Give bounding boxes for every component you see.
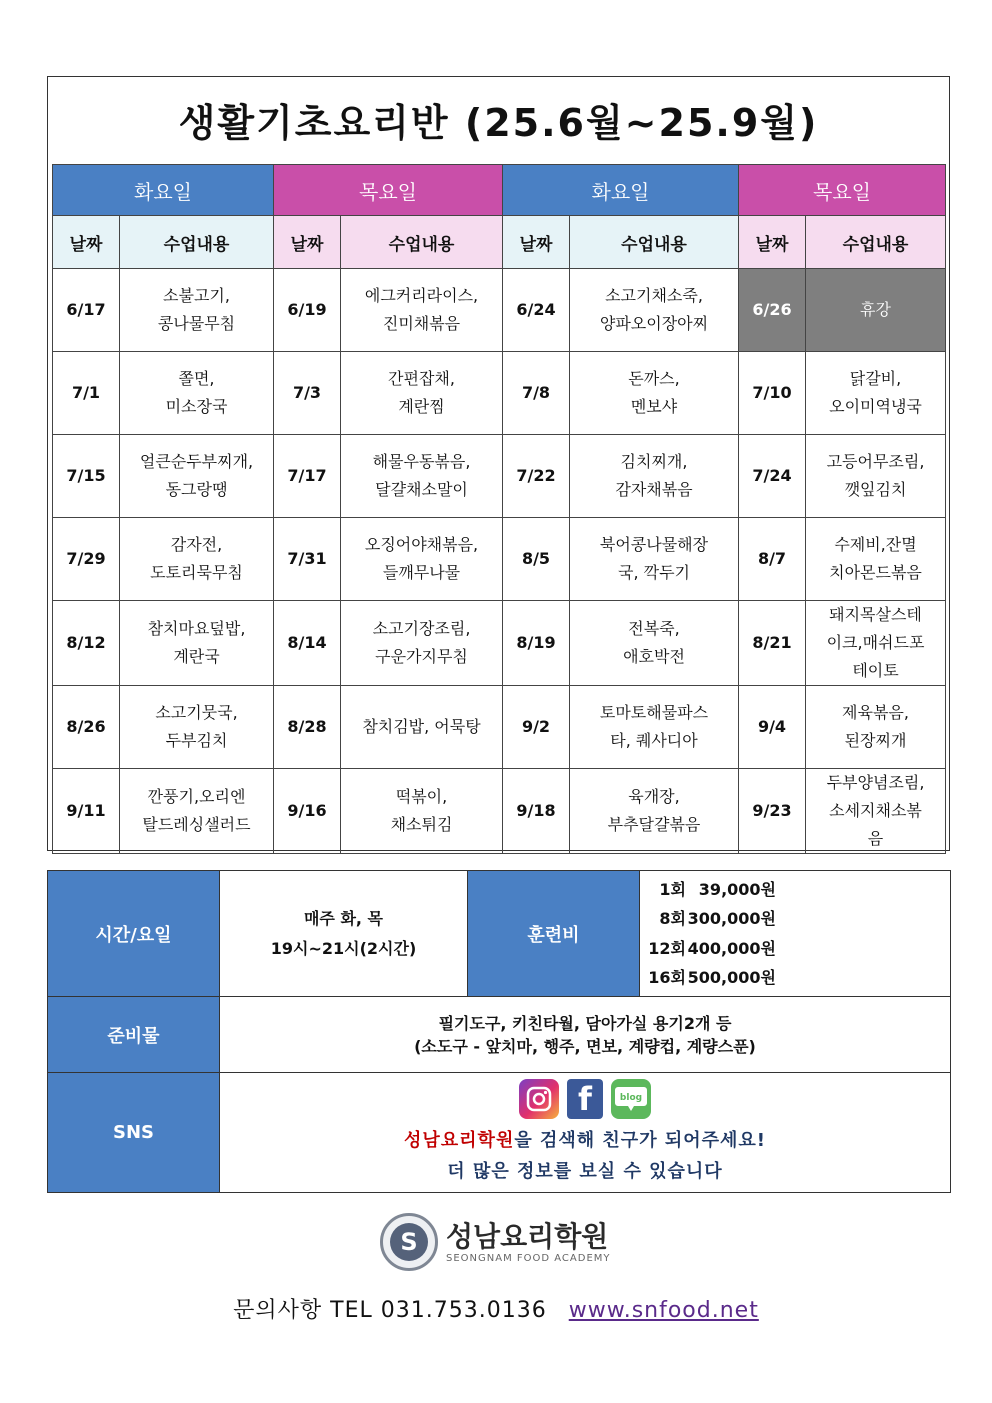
class-menu: 소고기채소죽, 양파오이장아찌: [570, 269, 739, 352]
logo-subtitle: SEONGNAM FOOD ACADEMY: [446, 1252, 611, 1264]
class-date: 6/24: [503, 269, 570, 352]
schedule-row: [53, 601, 946, 686]
tuesday-header: 화요일: [503, 165, 739, 216]
class-date: 7/3: [274, 352, 341, 435]
sns-content: [220, 1073, 951, 1193]
class-menu: 깐풍기,오리엔 탈드레싱샐러드: [120, 769, 274, 854]
class-date: 6/19: [274, 269, 341, 352]
svg-text:blog: blog: [619, 1092, 643, 1103]
fee-list: [640, 871, 951, 997]
time-value: [220, 871, 468, 997]
schedule-table: [52, 164, 946, 854]
column-header-row: [53, 216, 946, 269]
class-menu: 두부양념조림, 소세지채소볶 음: [806, 769, 946, 854]
class-date: 7/31: [274, 518, 341, 601]
class-menu: 소고기뭇국, 두부김치: [120, 686, 274, 769]
date-column-header: 날짜: [739, 216, 806, 269]
class-date: 9/18: [503, 769, 570, 854]
time-fee-row: [48, 871, 951, 997]
class-menu: 감자전, 도토리묵무침: [120, 518, 274, 601]
academy-name-highlight: 성남요리학원: [404, 1129, 515, 1151]
class-menu: 고등어무조림, 깻잎김치: [806, 435, 946, 518]
class-date: 9/23: [739, 769, 806, 854]
date-column-header: 날짜: [53, 216, 120, 269]
class-date: 7/15: [53, 435, 120, 518]
class-date: 8/14: [274, 601, 341, 686]
facebook-icon[interactable]: f: [567, 1079, 603, 1119]
class-menu: 쫄면, 미소장국: [120, 352, 274, 435]
class-menu: 북어콩나물해장 국, 깍두기: [570, 518, 739, 601]
date-column-header: 날짜: [274, 216, 341, 269]
class-date: 8/21: [739, 601, 806, 686]
prep-value: [220, 997, 951, 1073]
fee-item: 8회 300,000원: [659, 909, 776, 928]
fee-item: 12회 400,000원: [648, 938, 776, 958]
class-menu: 오징어야채볶음, 들깨무나물: [341, 518, 503, 601]
schedule-row: [53, 686, 946, 769]
class-menu: 수제비,잔멸 치아몬드볶음: [806, 518, 946, 601]
fee-label: 훈련비: [468, 871, 640, 997]
time-days: 매주 화, 목: [303, 908, 384, 928]
prep-label: 준비물: [48, 997, 220, 1073]
class-menu: 전복죽, 애호박전: [570, 601, 739, 686]
class-menu: 떡볶이, 채소튀김: [341, 769, 503, 854]
class-date: 6/17: [53, 269, 120, 352]
class-date: 9/16: [274, 769, 341, 854]
sns-label: SNS: [48, 1073, 220, 1193]
prep-row: [48, 997, 951, 1073]
page-title: 생활기초요리반 (25.6월~25.9월): [178, 101, 819, 145]
class-menu: 돼지목살스테 이크,매쉬드포 테이토: [806, 601, 946, 686]
class-menu: 해물우동볶음, 달걀채소말이: [341, 435, 503, 518]
sns-info-message: 더 많은 정보를 보실 수 있습니다: [447, 1160, 723, 1182]
content-column-header: 수업내용: [570, 216, 739, 269]
class-menu: 소불고기, 콩나물무침: [120, 269, 274, 352]
schedule-body: [53, 269, 946, 854]
tuesday-header: 화요일: [53, 165, 274, 216]
class-menu: 닭갈비, 오이미역냉국: [806, 352, 946, 435]
class-menu: 소고기장조림, 구운가지무침: [341, 601, 503, 686]
schedule-row: [53, 352, 946, 435]
prep-items: 필기도구, 키친타월, 담아가실 용기2개 등: [438, 1013, 732, 1033]
sns-row: [48, 1073, 951, 1193]
class-date: 8/5: [503, 518, 570, 601]
class-menu: 에그커리라이스, 진미채볶음: [341, 269, 503, 352]
contact-phone: 문의사항 TEL 031.753.0136: [233, 1298, 547, 1323]
class-date: 7/24: [739, 435, 806, 518]
academy-logo: [380, 1213, 611, 1271]
content-column-header: 수업내용: [341, 216, 503, 269]
class-menu: 토마토해물파스 타, 퀘사디아: [570, 686, 739, 769]
fee-item: 16회 500,000원: [648, 968, 776, 987]
class-menu: 김치찌개, 감자채볶음: [570, 435, 739, 518]
class-date: 8/26: [53, 686, 120, 769]
logo-emblem-icon: S: [380, 1213, 438, 1271]
class-menu: 돈까스, 멘보샤: [570, 352, 739, 435]
class-menu: 간편잡채, 계란찜: [341, 352, 503, 435]
time-hours: 19시~21시(2시간): [270, 938, 417, 958]
class-date: 7/29: [53, 518, 120, 601]
info-table: [47, 870, 951, 1193]
logo-name: 성남요리학원: [446, 1219, 609, 1253]
schedule-row: [53, 269, 946, 352]
thursday-header: 목요일: [739, 165, 946, 216]
sns-search-message: 성남요리학원을 검색해 친구가 되어주세요!: [404, 1129, 766, 1151]
time-label: 시간/요일: [48, 871, 220, 997]
class-menu: 얼큰순두부찌개, 동그랑땡: [120, 435, 274, 518]
class-date: 7/10: [739, 352, 806, 435]
fee-item: 1회 39,000원: [659, 879, 776, 899]
instagram-icon[interactable]: [519, 1079, 559, 1119]
schedule-row: [53, 435, 946, 518]
contact-line: [0, 1293, 992, 1324]
class-date: 9/11: [53, 769, 120, 854]
class-date: 9/4: [739, 686, 806, 769]
thursday-header: 목요일: [274, 165, 503, 216]
class-date: 8/28: [274, 686, 341, 769]
website-link[interactable]: www.snfood.net: [568, 1298, 759, 1323]
class-menu: 제육볶음, 된장찌개: [806, 686, 946, 769]
class-date: 8/7: [739, 518, 806, 601]
class-date: 7/1: [53, 352, 120, 435]
content-column-header: 수업내용: [120, 216, 274, 269]
sns-icons: [220, 1079, 950, 1119]
class-date: 8/19: [503, 601, 570, 686]
content-column-header: 수업내용: [806, 216, 946, 269]
schedule-row: [53, 769, 946, 854]
blog-icon[interactable]: [611, 1079, 651, 1119]
class-menu: 참치마요덮밥, 계란국: [120, 601, 274, 686]
class-menu: 참치김밥, 어묵탕: [341, 686, 503, 769]
day-header-row: [53, 165, 946, 216]
class-date: 7/8: [503, 352, 570, 435]
class-cancelled: 휴강: [806, 269, 946, 352]
class-date: 7/17: [274, 435, 341, 518]
class-date: 9/2: [503, 686, 570, 769]
class-menu: 육개장, 부추달걀볶음: [570, 769, 739, 854]
class-date: 8/12: [53, 601, 120, 686]
prep-tools: (소도구 - 앞치마, 행주, 면보, 계량컵, 계량스푼): [414, 1036, 756, 1056]
schedule-row: [53, 518, 946, 601]
class-date: 6/26: [739, 269, 806, 352]
class-date: 7/22: [503, 435, 570, 518]
date-column-header: 날짜: [503, 216, 570, 269]
